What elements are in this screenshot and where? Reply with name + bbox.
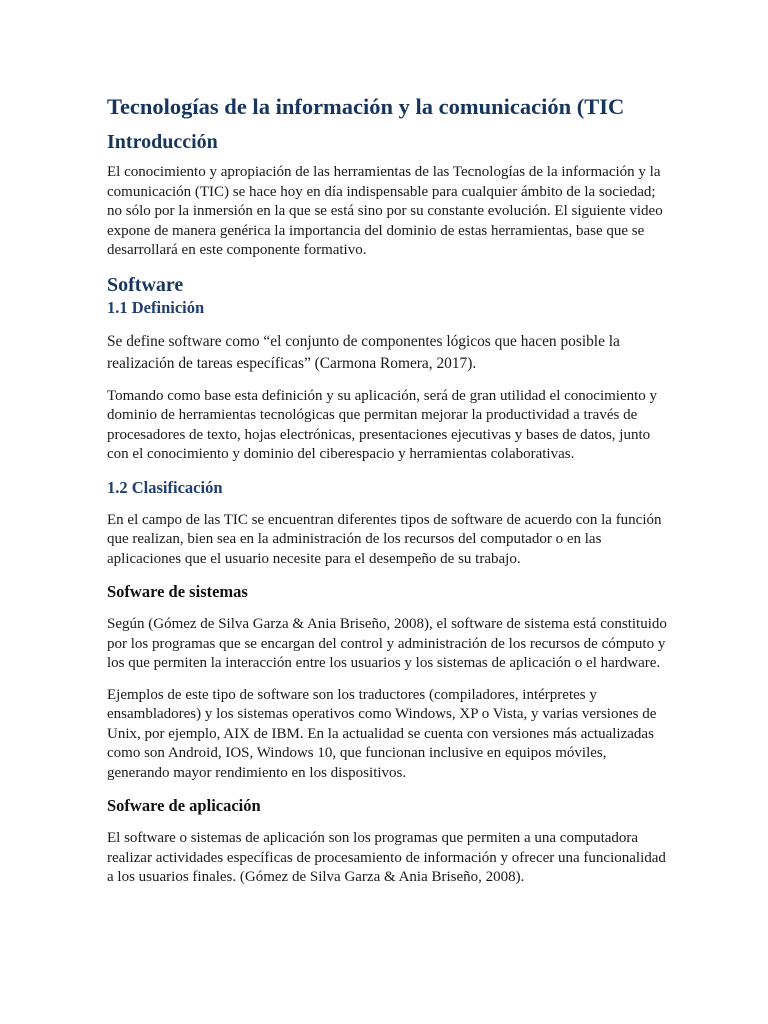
definition-paragraph: Tomando como base esta definición y su aplicación, será de gran utilidad el conocimiento y dominio de herramientas tecnológicas que permitan mejorar la productividad a través de procesadores de texto, hojas electrónicas, presentaciones ejecutivas y bases de datos, junto con el conocimiento y dominio del ciberespacio y herramientas colaborativas. xyxy=(107,387,658,462)
definition-heading: 1.1 Definición xyxy=(107,297,205,317)
document-body xyxy=(107,93,667,888)
system-software-paragraph-1: Según (Gómez de Silva Garza & Ania Briseño, 2008), el software de sistema está constituido por los programas que se encargan del control y administración de los recursos de cómputo y los que permiten la interacción entre los usuarios y los sistemas de aplicación o el hardware. xyxy=(107,616,667,671)
classification-heading: 1.2 Clasificación xyxy=(107,477,223,497)
intro-paragraph: El conocimiento y apropiación de las herramientas de las Tecnologías de la información y la comunicación (TIC) se hace hoy en día indispensable para cualquier ámbito de la sociedad; no sólo por la inmersión en la que se está sino por su constante evolución. El siguiente video expone de manera genérica la importancia del dominio de estas herramientas, base que se desarrollará en este componente formativo. xyxy=(107,164,663,258)
classification-paragraph: En el campo de las TIC se encuentran diferentes tipos de software de acuerdo con la función que realizan, bien sea en la administración de los recursos del computador o en las aplicaciones que el usuario necesite para el desempeño de su trabajo. xyxy=(107,511,662,567)
definition-quote: Se define software como “el conjunto de componentes lógicos que hacen posible la realización de tareas específicas” (Carmona Romera, 2017). xyxy=(107,332,620,372)
intro-heading: Introducción xyxy=(107,131,218,153)
software-heading: Software xyxy=(107,273,184,296)
application-software-paragraph: El software o sistemas de aplicación son los programas que permiten a una computadora realizar actividades específicas de procesamiento de información y ofrecer una funcionalidad a los usuarios finales. (Gómez de Silva Garza & Ania Briseño, 2008). xyxy=(107,830,666,885)
system-software-heading: Sofware de sistemas xyxy=(107,582,248,601)
document-title: Tecnologías de la información y la comunicación (TIC xyxy=(107,94,625,119)
system-software-paragraph-2: Ejemplos de este tipo de software son los traductores (compiladores, intérpretes y ensambladores) y los sistemas operativos como Windows, XP o Vista, y varias versiones de Unix, por ejemplo, AIX de IBM. En la actualidad se cuenta con versiones más actualizadas como son Android, IOS, Windows 10, que funcionan inclusive en equipos móviles, generando mayor rendimiento en los dispositivos. xyxy=(107,686,657,781)
application-software-heading: Sofware de aplicación xyxy=(107,796,261,815)
